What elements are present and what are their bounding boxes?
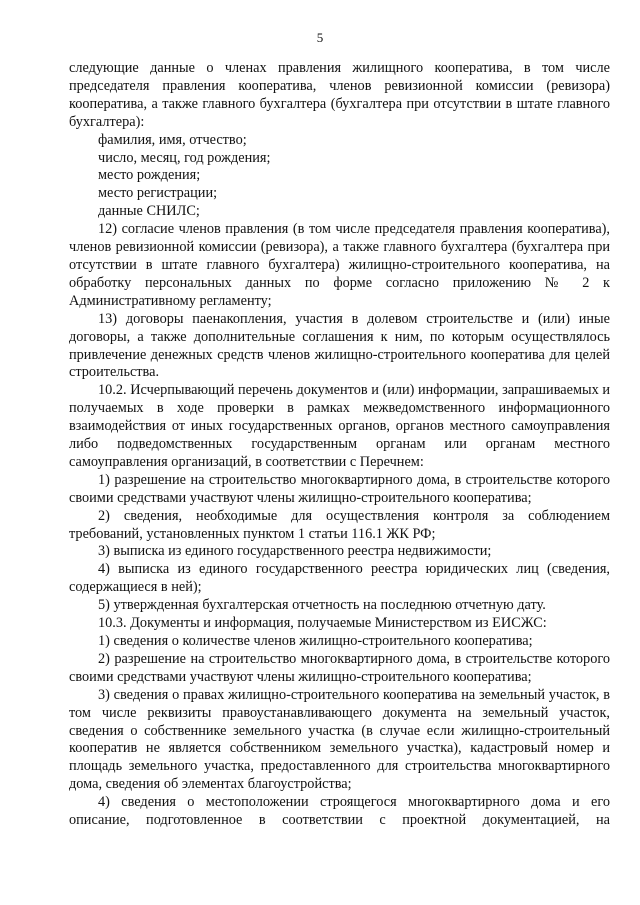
paragraph-10-3-item-3: 3) сведения о правах жилищно-строительного кооператива на земельный участок, в том числе реквизиты правоустанавливающего документа на земельный участок, сведения о собственнике земельного участка (в случае если жилищно-строительный кооператив не является собственником земельного участка), кадастровый номер и площадь земельного участка, предоставленного для строительства многоквартирного дома, сведения об элементах благоустройства; (69, 686, 610, 793)
paragraph-10-2-item-2: 2) сведения, необходимые для осуществления контроля за соблюдением требований, установленных пунктом 1 статьи 116.1 ЖК РФ; (69, 507, 610, 542)
paragraph-10-3: 10.3. Документы и информация, получаемые Министерством из ЕИСЖС: (98, 615, 547, 632)
paragraph-item-13-contracts: 13) договоры паенакопления, участия в долевом строительстве и (или) иные договоры, а также дополнительные соглашения к ним, по которым осуществлялось привлечение денежных средств членов жилищно-строительного кооператива для целей строительства. (69, 310, 610, 381)
list-item-snils: данные СНИЛС; (98, 203, 200, 220)
paragraph-10-3-item-2: 2) разрешение на строительство многоквартирного дома, в строительстве которого своими средствами участвуют члены жилищно-строительного кооператива; (69, 650, 610, 685)
document-body (69, 60, 610, 830)
paragraph-10-2-item-3: 3) выписка из единого государственного реестра недвижимости; (98, 543, 492, 560)
list-item-registration-place: место регистрации; (98, 185, 218, 202)
paragraph-10-3-item-4: 4) сведения о местоположении строящегося многоквартирного дома и его описание, подготовленное в соответствии с проектной документацией, на (69, 794, 610, 829)
paragraph-10-2-item-1: 1) разрешение на строительство многоквартирного дома, в строительстве которого своими средствами участвуют члены жилищно-строительного кооператива; (69, 471, 610, 506)
list-item-birth-place: место рождения; (98, 167, 201, 184)
page-number: 5 (316, 30, 324, 45)
paragraph-10-3-item-1: 1) сведения о количестве членов жилищно-строительного кооператива; (98, 633, 533, 649)
paragraph-10-2-item-5: 5) утвержденная бухгалтерская отчетность на последнюю отчетную дату. (98, 597, 546, 614)
paragraph-item-12-consent: 12) согласие членов правления (в том числе председателя правления кооператива), членов ревизионной комиссии (ревизора), а также главного бухгалтера (бухгалтера при отсутствии в штате главного бухгалтера) жилищно-строительного кооператива, на обработку персональных данных по форме согласно приложению № 2 к Административному регламенту; (69, 221, 610, 309)
list-item-full-name: фамилия, имя, отчество; (98, 131, 247, 148)
paragraph-board-members-data: следующие данные о членах правления жилищного кооператива, в том числе председателя правления кооператива, членов ревизионной комиссии (ревизора) кооператива, а также главного бухгалтера (бухгалтера при отсутствии в штате главного бухгалтера): (69, 60, 610, 130)
paragraph-10-2-item-4: 4) выписка из единого государственного реестра юридических лиц (сведения, содержащиеся в ней); (69, 561, 610, 596)
paragraph-10-2: 10.2. Исчерпывающий перечень документов и (или) информации, запрашиваемых и получаемых в ходе проверки в рамках межведомственного информационного взаимодействия от иных государственных органов, органов местного самоуправления либо подведомственных государственным органам или органам местного самоуправления организаций, в соответствии с Перечнем: (69, 382, 610, 470)
list-item-birth-date: число, месяц, год рождения; (98, 149, 271, 166)
